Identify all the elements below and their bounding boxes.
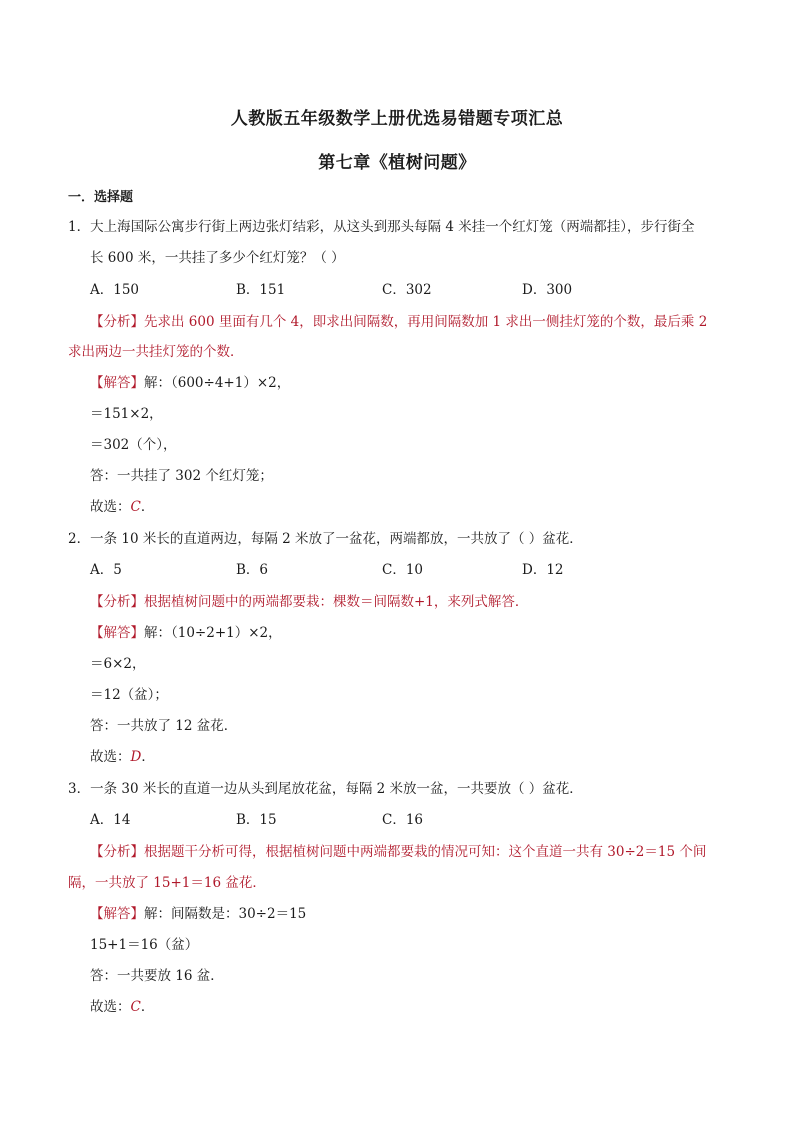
choice-letter: D	[130, 749, 142, 765]
q1-stem-line2: 长 600 米，一共挂了多少个红灯笼？（ ）	[90, 250, 345, 266]
analysis-label: 【分析】	[90, 594, 144, 610]
choice-prefix: 故选：	[90, 999, 131, 1015]
answer-label: 【解答】	[90, 625, 144, 641]
analysis-text: 根据植树问题中的两端都要栽：棵数＝间隔数+1，来列式解答．	[144, 594, 529, 610]
answer-text: 解：（10÷2+1）×2，	[144, 625, 282, 641]
answer-text: 解：间隔数是：30÷2＝15	[144, 906, 307, 922]
answer-label: 【解答】	[90, 906, 144, 922]
q2-choice	[90, 747, 155, 767]
q2-answer-line4: 答：一共放了 12 盆花．	[90, 718, 238, 734]
choice-letter: C	[130, 499, 141, 515]
q2-analysis	[90, 592, 528, 612]
q1-option-c: C．302	[382, 282, 432, 298]
choice-letter: C	[130, 999, 141, 1015]
q2-option-a: A．5	[90, 562, 122, 578]
q2-option-b: B．6	[236, 562, 269, 578]
analysis-label: 【分析】	[90, 314, 144, 330]
q3-analysis	[90, 842, 706, 862]
q1-analysis-line2: 求出两边一共挂灯笼的个数．	[68, 344, 244, 360]
q2-answer-line2: ＝6×2，	[90, 656, 146, 672]
choice-prefix: 故选：	[90, 499, 131, 515]
q3-stem: 3．一条 30 米长的直道一边从头到尾放花盆，每隔 2 米放一盆，一共要放（ ）盆花．	[68, 781, 583, 797]
q3-answer-line2: 15+1＝16（盆）	[90, 937, 199, 953]
choice-suffix: ．	[140, 999, 155, 1015]
chapter-title: 第七章《植树问题》	[318, 153, 476, 173]
q1-analysis	[90, 312, 707, 332]
answer-text: 解：（600÷4+1）×2，	[144, 375, 291, 391]
answer-label: 【解答】	[90, 375, 144, 391]
q1-stem-line1: 1．大上海国际公寓步行街上两边张灯结彩，从这头到那头每隔 4 米挂一个红灯笼（两端都挂），步行街全	[68, 219, 695, 235]
q3-option-b: B．15	[236, 812, 277, 828]
q1-answer-line4: 答：一共挂了 302 个红灯笼；	[90, 468, 273, 484]
q1-answer-line1	[90, 373, 290, 393]
q1-choice	[90, 497, 154, 517]
q3-option-c: C．16	[382, 812, 424, 828]
q2-answer-line3: ＝12（盆）；	[90, 687, 168, 703]
q3-choice	[90, 997, 154, 1017]
analysis-text: 先求出 600 里面有几个 4，即求出间隔数，再用间隔数加 1 求出一侧挂灯笼的个数，最后乘 2	[144, 314, 708, 330]
section-heading: 一．选择题	[68, 190, 134, 205]
q1-answer-line3: ＝302（个），	[90, 437, 177, 453]
choice-suffix: ．	[140, 499, 155, 515]
q2-answer-line1	[90, 623, 282, 643]
q1-option-a: A．150	[90, 282, 140, 298]
q1-option-d: D．300	[522, 282, 573, 298]
q3-answer-line3: 答：一共要放 16 盆．	[90, 968, 224, 984]
q3-option-a: A．14	[90, 812, 131, 828]
choice-suffix: ．	[141, 749, 155, 765]
analysis-label: 【分析】	[90, 844, 144, 860]
analysis-text: 根据题干分析可得，根据植树问题中两端都要栽的情况可知：这个直道一共有 30÷2＝15 个间	[144, 844, 707, 860]
q2-option-c: C．10	[382, 562, 424, 578]
q1-option-b: B．151	[236, 282, 286, 298]
choice-prefix: 故选：	[90, 749, 131, 765]
q3-analysis-line2: 隔，一共放了 15+1＝16 盆花．	[68, 875, 266, 891]
q2-option-d: D．12	[522, 562, 564, 578]
q2-stem: 2．一条 10 米长的直道两边，每隔 2 米放了一盆花，两端都放，一共放了（ ）盆花．	[68, 531, 583, 547]
q3-answer-line1	[90, 904, 306, 924]
document-title: 人教版五年级数学上册优选易错题专项汇总	[230, 109, 564, 129]
q1-answer-line2: ＝151×2，	[90, 406, 163, 422]
